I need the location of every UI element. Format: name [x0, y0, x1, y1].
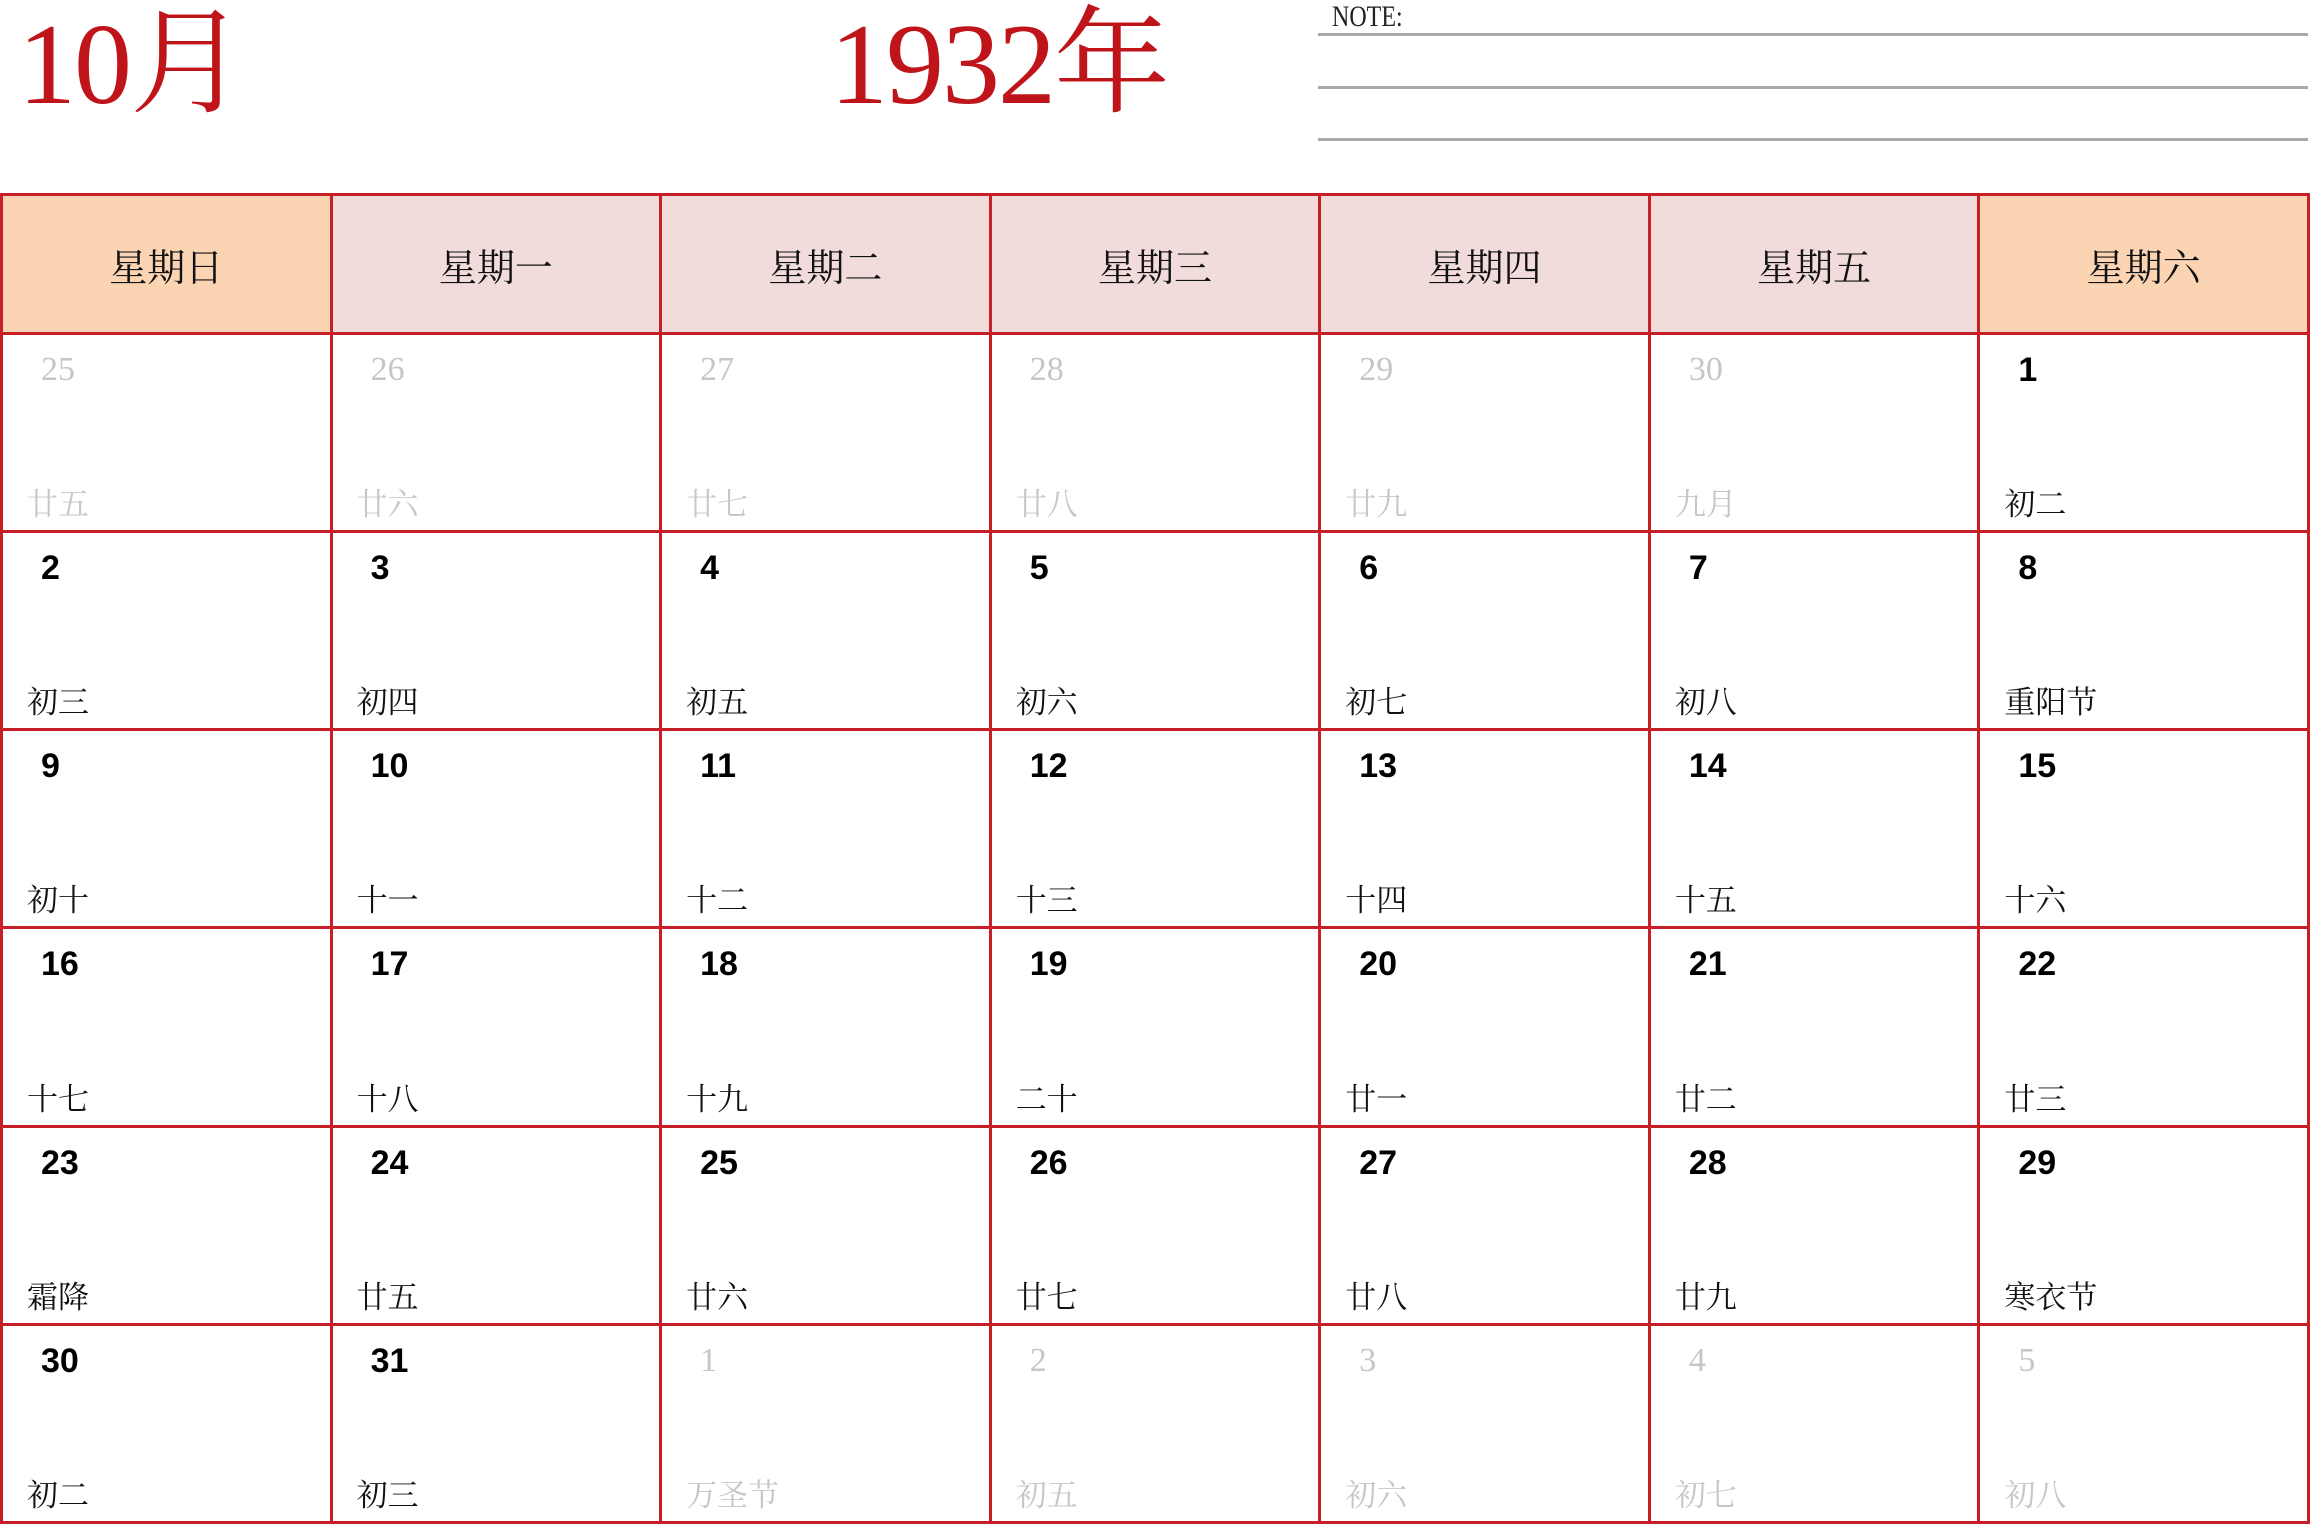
lunar-date-label: 寒衣节	[2004, 1279, 2098, 1316]
lunar-date-label: 十九	[686, 1081, 749, 1118]
calendar-day-cell[interactable]	[1649, 928, 1979, 1126]
day-cell-content	[1980, 533, 2307, 728]
day-number: 16	[41, 945, 79, 984]
calendar-day-cell[interactable]	[661, 334, 991, 532]
day-number: 13	[1359, 747, 1398, 786]
day-number: 28	[1029, 351, 1064, 388]
day-cell-content	[1980, 335, 2307, 530]
calendar-body	[2, 334, 2309, 1523]
calendar-week-row	[2, 532, 2309, 730]
calendar-week-row	[2, 1126, 2309, 1324]
calendar-day-cell[interactable]	[990, 928, 1320, 1126]
calendar-day-cell[interactable]	[1320, 730, 1650, 928]
calendar-day-cell[interactable]	[990, 1324, 1320, 1522]
note-label: NOTE:	[1332, 0, 1403, 33]
calendar-day-cell[interactable]	[661, 1324, 991, 1522]
day-number: 17	[370, 945, 409, 984]
lunar-date-label: 初二	[27, 1478, 89, 1514]
day-number: 9	[41, 747, 60, 786]
lunar-date-label: 初十	[27, 883, 89, 920]
lunar-date-label: 廿八	[1345, 1279, 1408, 1316]
weekday-header-sunday: 星期日	[2, 195, 332, 334]
day-number: 12	[1029, 747, 1068, 786]
day-number: 2	[1029, 1341, 1047, 1379]
day-cell-content	[1651, 929, 1978, 1124]
day-number: 25	[41, 351, 75, 388]
lunar-date-label: 十七	[27, 1081, 89, 1118]
day-number: 11	[700, 747, 737, 786]
day-number: 4	[700, 549, 720, 588]
lunar-date-label: 霜降	[27, 1279, 89, 1316]
lunar-date-label: 初三	[356, 1478, 419, 1514]
lunar-date-label: 十一	[356, 883, 419, 920]
lunar-date-label: 十六	[2004, 883, 2067, 920]
lunar-date-label: 初五	[1015, 1478, 1078, 1514]
lunar-date-label: 廿八	[1015, 487, 1078, 524]
day-cell-content	[333, 1326, 660, 1521]
day-cell-content	[1651, 1128, 1978, 1323]
lunar-date-label: 廿七	[686, 487, 749, 524]
day-number: 30	[1688, 351, 1723, 388]
day-cell-content	[1980, 1326, 2307, 1521]
day-cell-content	[992, 731, 1319, 926]
lunar-date-label: 初三	[27, 685, 89, 722]
calendar-week-row	[2, 1324, 2309, 1522]
day-number: 26	[370, 351, 405, 388]
day-number: 14	[1688, 747, 1727, 786]
lunar-date-label: 廿三	[2004, 1081, 2067, 1118]
calendar-grid	[0, 193, 2310, 1524]
note-line	[1318, 86, 2308, 89]
day-cell-content	[1980, 731, 2307, 926]
lunar-date-label: 初二	[2004, 487, 2067, 524]
day-cell-content	[333, 929, 660, 1124]
lunar-date-label: 廿九	[1345, 487, 1408, 524]
calendar-day-cell[interactable]	[661, 730, 991, 928]
day-cell-content	[662, 731, 989, 926]
day-cell-content	[3, 335, 330, 530]
lunar-date-label: 廿二	[1674, 1081, 1737, 1118]
calendar-day-cell[interactable]	[1979, 928, 2309, 1126]
lunar-date-label: 九月	[1674, 487, 1737, 524]
calendar-day-cell[interactable]	[661, 532, 991, 730]
day-cell-content	[3, 1128, 330, 1323]
lunar-date-label: 初七	[1674, 1478, 1737, 1514]
calendar-day-cell[interactable]	[331, 1324, 661, 1522]
calendar-day-cell[interactable]	[331, 928, 661, 1126]
day-cell-content	[1651, 731, 1978, 926]
weekday-header-thursday: 星期四	[1320, 195, 1650, 334]
weekday-header-row	[2, 195, 2309, 334]
day-number: 20	[1359, 945, 1398, 984]
day-cell-content	[992, 929, 1319, 1124]
calendar-day-cell[interactable]	[1649, 334, 1979, 532]
calendar-day-cell[interactable]	[661, 928, 991, 1126]
lunar-date-label: 廿一	[1345, 1081, 1408, 1118]
calendar-day-cell[interactable]	[1320, 1126, 1650, 1324]
lunar-date-label: 廿五	[27, 487, 89, 524]
day-number: 19	[1029, 945, 1068, 984]
calendar-day-cell[interactable]	[2, 1126, 332, 1324]
calendar-day-cell[interactable]	[1979, 532, 2309, 730]
day-cell-content	[3, 533, 330, 728]
calendar-day-cell[interactable]	[1649, 532, 1979, 730]
day-cell-content	[333, 731, 660, 926]
day-cell-content	[3, 731, 330, 926]
day-number: 2	[41, 549, 60, 588]
day-number: 26	[1029, 1143, 1068, 1182]
lunar-date-label: 廿七	[1015, 1279, 1078, 1316]
lunar-date-label: 二十	[1015, 1081, 1078, 1118]
calendar-day-cell[interactable]	[1320, 532, 1650, 730]
lunar-date-label: 初七	[1345, 685, 1408, 722]
calendar-day-cell[interactable]	[1320, 1324, 1650, 1522]
day-cell-content	[1980, 1128, 2307, 1323]
calendar-day-cell[interactable]	[2, 928, 332, 1126]
weekday-header-friday: 星期五	[1649, 195, 1979, 334]
day-number: 4	[1688, 1341, 1706, 1379]
lunar-date-label: 初六	[1345, 1478, 1408, 1514]
day-number: 22	[2018, 945, 2057, 984]
day-number: 15	[2018, 747, 2057, 786]
lunar-date-label: 初六	[1015, 685, 1078, 722]
lunar-date-label: 初五	[686, 685, 749, 722]
calendar-day-cell[interactable]	[1649, 1324, 1979, 1522]
lunar-date-label: 十八	[356, 1081, 419, 1118]
calendar-day-cell[interactable]	[1649, 730, 1979, 928]
calendar-day-cell[interactable]	[990, 532, 1320, 730]
calendar-day-cell[interactable]	[331, 1126, 661, 1324]
day-number: 1	[700, 1341, 718, 1379]
day-cell-content	[662, 1128, 989, 1323]
day-number: 30	[41, 1341, 79, 1380]
day-number: 31	[370, 1341, 409, 1380]
day-number: 21	[1688, 945, 1727, 984]
day-cell-content	[662, 335, 989, 530]
day-cell-content	[3, 1326, 330, 1521]
calendar-day-cell[interactable]	[990, 1126, 1320, 1324]
day-number: 3	[370, 549, 390, 588]
calendar-week-row	[2, 334, 2309, 532]
month-title: 10月	[18, 1, 244, 129]
day-number: 27	[700, 351, 735, 388]
day-number: 27	[1359, 1143, 1398, 1182]
day-number: 3	[1359, 1341, 1377, 1379]
day-cell-content	[3, 929, 330, 1124]
day-cell-content	[1651, 533, 1978, 728]
weekday-header-wednesday: 星期三	[990, 195, 1320, 334]
calendar-day-cell[interactable]	[1979, 1324, 2309, 1522]
lunar-date-label: 廿六	[356, 487, 419, 524]
calendar-day-cell[interactable]	[1979, 1126, 2309, 1324]
day-cell-content	[662, 929, 989, 1124]
note-line	[1318, 138, 2308, 141]
day-cell-content	[992, 335, 1319, 530]
day-number: 28	[1688, 1143, 1727, 1182]
day-number: 5	[1029, 549, 1049, 588]
calendar-day-cell[interactable]	[1979, 730, 2309, 928]
calendar-day-cell[interactable]	[2, 532, 332, 730]
day-cell-content	[1321, 1326, 1648, 1521]
day-number: 1	[2018, 351, 2038, 389]
day-cell-content	[662, 533, 989, 728]
day-cell-content	[1651, 335, 1978, 530]
day-cell-content	[1321, 335, 1648, 530]
weekday-header-monday: 星期一	[331, 195, 661, 334]
calendar-day-cell[interactable]	[1649, 1126, 1979, 1324]
day-number: 24	[370, 1143, 409, 1182]
day-number: 6	[1359, 549, 1379, 588]
calendar-day-cell[interactable]	[990, 334, 1320, 532]
calendar-week-row	[2, 730, 2309, 928]
note-line	[1318, 33, 2308, 36]
day-cell-content	[333, 1128, 660, 1323]
calendar-day-cell[interactable]	[1979, 334, 2309, 532]
day-number: 29	[2018, 1143, 2057, 1182]
lunar-date-label: 万圣节	[686, 1478, 780, 1514]
calendar-week-row	[2, 928, 2309, 1126]
calendar-day-cell[interactable]	[1320, 334, 1650, 532]
day-number: 7	[1688, 549, 1708, 588]
day-cell-content	[1321, 731, 1648, 926]
day-cell-content	[333, 335, 660, 530]
calendar-day-cell[interactable]	[661, 1126, 991, 1324]
calendar-day-cell[interactable]	[990, 730, 1320, 928]
day-cell-content	[662, 1326, 989, 1521]
lunar-date-label: 重阳节	[2004, 685, 2098, 722]
day-number: 25	[700, 1143, 738, 1182]
note-area	[1318, 0, 2310, 150]
day-number: 10	[370, 747, 409, 786]
day-cell-content	[992, 533, 1319, 728]
calendar-day-cell[interactable]	[331, 730, 661, 928]
day-cell-content	[992, 1128, 1319, 1323]
day-cell-content	[333, 533, 660, 728]
weekday-header-saturday: 星期六	[1979, 195, 2309, 334]
day-number: 5	[2018, 1341, 2036, 1379]
lunar-date-label: 廿五	[356, 1279, 419, 1316]
calendar-day-cell[interactable]	[331, 532, 661, 730]
day-cell-content	[1321, 533, 1648, 728]
lunar-date-label: 十五	[1674, 883, 1737, 920]
calendar-day-cell[interactable]	[2, 334, 332, 532]
day-cell-content	[1321, 1128, 1648, 1323]
calendar-day-cell[interactable]	[2, 730, 332, 928]
calendar-day-cell[interactable]	[1320, 928, 1650, 1126]
lunar-date-label: 初四	[356, 685, 419, 722]
day-number: 23	[41, 1143, 79, 1182]
day-number: 8	[2018, 549, 2038, 588]
day-number: 29	[1359, 351, 1394, 388]
day-cell-content	[1980, 929, 2307, 1124]
calendar-day-cell[interactable]	[2, 1324, 332, 1522]
lunar-date-label: 初八	[2004, 1478, 2067, 1514]
lunar-date-label: 十三	[1015, 883, 1078, 920]
weekday-header-tuesday: 星期二	[661, 195, 991, 334]
lunar-date-label: 初八	[1674, 685, 1737, 722]
year-title: 1932年	[830, 1, 1168, 129]
lunar-date-label: 十二	[686, 883, 749, 920]
lunar-date-label: 廿六	[686, 1279, 749, 1316]
day-cell-content	[1651, 1326, 1978, 1521]
day-number: 18	[700, 945, 738, 984]
lunar-date-label: 十四	[1345, 883, 1408, 920]
calendar-day-cell[interactable]	[331, 334, 661, 532]
day-cell-content	[1321, 929, 1648, 1124]
lunar-date-label: 廿九	[1674, 1279, 1737, 1316]
day-cell-content	[992, 1326, 1319, 1521]
